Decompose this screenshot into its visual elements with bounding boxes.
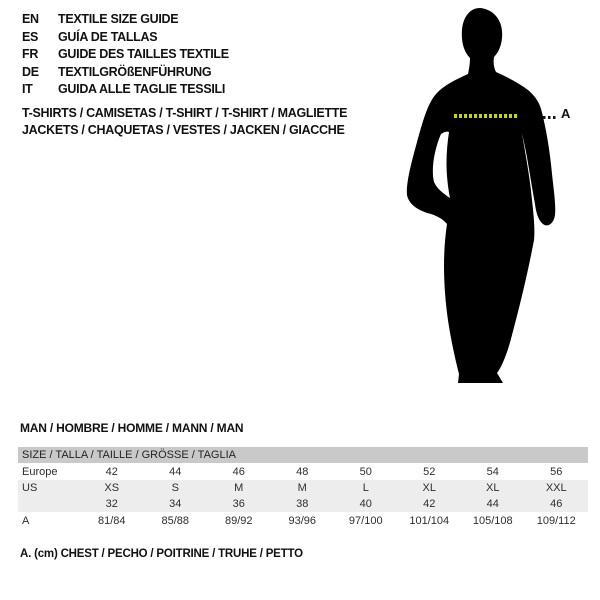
size-cell: 109/112 [536, 515, 576, 527]
size-cell: 38 [296, 498, 309, 510]
size-cell: 81/84 [97, 515, 126, 527]
size-cell: M [297, 482, 307, 494]
language-code: IT [22, 82, 33, 96]
size-table [18, 447, 588, 530]
table-row-chest [18, 512, 588, 530]
size-cell: 44 [169, 465, 182, 478]
table-row-europe [18, 463, 588, 480]
measurement-footnote: A. (cm) CHEST / PECHO / POITRINE / TRUHE / PETTO [20, 548, 303, 560]
table-row-us-numeric [18, 496, 588, 512]
size-cell: 52 [423, 465, 436, 478]
size-cell: 46 [550, 498, 563, 510]
size-cell: 89/92 [224, 515, 253, 527]
size-cell: 93/96 [288, 515, 317, 527]
size-cell: 42 [105, 465, 118, 478]
table-header-row [18, 447, 588, 463]
size-cell: S [171, 482, 179, 494]
size-cell: 101/104 [409, 515, 450, 527]
size-cell: L [362, 482, 369, 494]
size-cell: XL [422, 482, 436, 494]
measure-label-a: A [561, 106, 571, 121]
size-cell: 40 [359, 498, 372, 510]
row-label: US [22, 482, 38, 494]
size-cell: 36 [232, 498, 245, 510]
language-code: DE [22, 64, 39, 79]
size-cell: 50 [359, 465, 372, 478]
size-cell: 97/100 [348, 515, 383, 527]
size-cell: 48 [296, 465, 309, 478]
size-cell: 44 [486, 498, 499, 510]
size-cell: XXL [545, 482, 567, 494]
language-code: FR [22, 47, 39, 61]
size-cell: 32 [105, 498, 118, 510]
size-cell: XL [486, 482, 500, 494]
language-code: EN [22, 12, 39, 26]
language-label: TEXTILE SIZE GUIDE [58, 12, 179, 26]
language-code: ES [22, 29, 39, 44]
language-label: GUÍA DE TALLAS [58, 29, 158, 44]
size-cell: 105/108 [472, 515, 513, 527]
row-label [18, 496, 80, 512]
size-cell: 46 [232, 465, 245, 478]
section-header-man: MAN / HOMBRE / HOMME / MANN / MAN [20, 421, 244, 435]
size-cell: 34 [169, 498, 182, 510]
size-cell: 56 [550, 465, 563, 478]
language-label: TEXTILGRÖßENFÜHRUNG [58, 64, 212, 79]
language-label: GUIDE DES TAILLES TEXTILE [58, 47, 229, 61]
row-label: A [22, 515, 30, 527]
chest-measure-dashes-on-body [454, 114, 518, 118]
table-header-label: SIZE / TALLA / TAILLE / GRÖSSE / TAGLIA [22, 449, 236, 461]
category-line-jackets: JACKETS / CHAQUETAS / VESTES / JACKEN / GIACCHE [22, 123, 345, 137]
size-cell: XS [104, 482, 120, 494]
language-label: GUIDA ALLE TAGLIE TESSILI [58, 82, 226, 96]
table-row-us [18, 480, 588, 496]
size-cell: 54 [486, 465, 499, 478]
category-line-tshirts: T-SHIRTS / CAMISETAS / T-SHIRT / T-SHIRT / MAGLIETTE [22, 106, 348, 120]
size-cell: 42 [423, 498, 436, 510]
row-label: Europe [22, 465, 58, 478]
size-cell: 85/88 [161, 515, 190, 527]
chest-measure-dashes-callout [543, 116, 558, 119]
size-cell: M [234, 482, 244, 494]
